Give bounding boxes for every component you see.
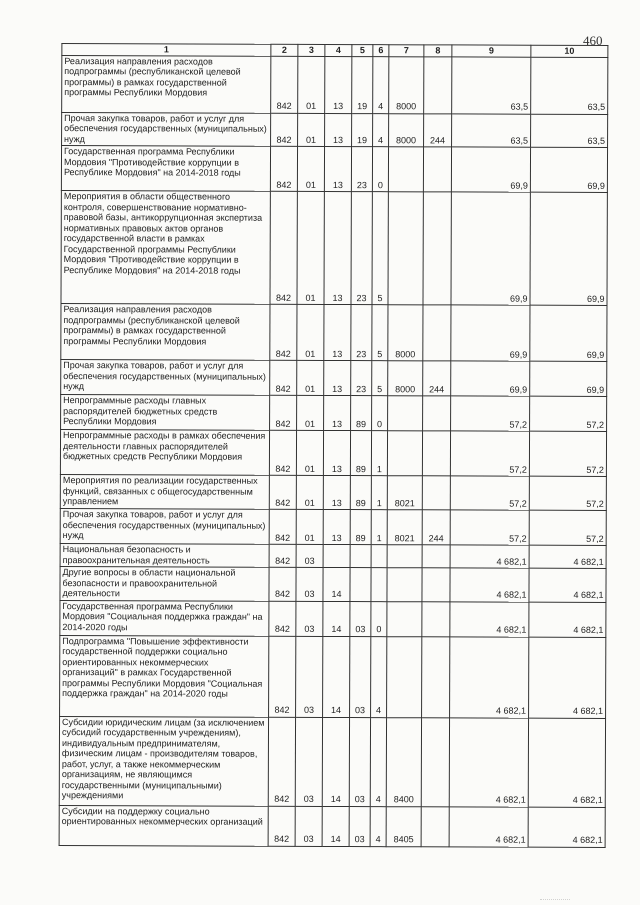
row-amount-9: 4 682,1 (450, 636, 529, 717)
row-code-5: 89 (351, 396, 372, 431)
row-amount-9: 4 682,1 (450, 601, 529, 636)
row-code-3: 03 (295, 806, 322, 846)
column-header-10: 10 (531, 45, 608, 57)
budget-table (59, 43, 609, 847)
row-code-8 (423, 396, 451, 431)
table-row (60, 635, 606, 718)
row-code-2: 842 (270, 360, 297, 395)
row-code-3: 01 (298, 113, 325, 147)
row-amount-9: 57,2 (450, 510, 529, 545)
row-code-4: 13 (325, 113, 352, 147)
row-code-8 (423, 192, 451, 305)
row-code-2: 842 (269, 601, 296, 636)
row-code-3: 03 (296, 544, 323, 567)
row-code-4: 14 (323, 601, 350, 636)
row-amount-10: 63,5 (531, 114, 608, 148)
row-code-4: 14 (323, 636, 350, 717)
row-name: Прочая закупка товаров, работ и услуг для обеспечения государственных (муниципальных) нужд (61, 360, 270, 396)
row-code-4: 13 (324, 304, 351, 360)
row-code-8: 244 (422, 510, 450, 545)
column-header-9: 9 (452, 45, 531, 57)
row-code-2: 842 (269, 509, 296, 544)
table-row (60, 509, 606, 546)
row-code-5: 89 (350, 510, 371, 545)
row-name: Мероприятия в области общественного контроля, совершенствование нормативно-правовой базы, антикоррупционная экспертиза нормативных правовых актов органов государственной власти в рамках Государственной программы Республики Мордовия "Противодействие коррупции в Республике Мордовия" на 2014-2018 годы (61, 191, 270, 305)
row-name: Реализация направления расходов подпрограммы (республиканской целевой программы) в рамках государственной программы Республики Мордовия (62, 55, 271, 113)
row-code-2: 842 (268, 806, 295, 846)
row-code-7: 8000 (388, 305, 423, 361)
table-row (62, 112, 608, 147)
row-code-2: 842 (270, 146, 297, 191)
scan-mark (540, 893, 570, 900)
row-code-7 (387, 636, 422, 717)
row-code-6: 4 (370, 806, 386, 846)
row-amount-9: 4 682,1 (449, 806, 528, 846)
row-code-3: 01 (297, 395, 324, 430)
row-code-8 (422, 431, 450, 476)
row-amount-9: 4 682,1 (450, 568, 529, 602)
row-code-5: 23 (351, 147, 372, 192)
row-code-4: 13 (324, 146, 351, 191)
column-header-4: 4 (325, 44, 352, 56)
row-code-5: 89 (350, 431, 371, 476)
row-name: Мероприятия по реализации государственных функций, связанных с общегосударственным управлением (60, 475, 269, 510)
row-name: Государственная программа Республики Мордовия "Противодействие коррупции в Республике Мордовия" на 2014-2018 годы (61, 146, 270, 192)
row-code-6: 0 (372, 147, 388, 192)
row-amount-10: 57,2 (529, 476, 606, 510)
row-code-7 (388, 396, 423, 431)
row-code-5: 19 (352, 113, 373, 147)
row-code-4: 13 (324, 191, 351, 304)
row-code-3: 01 (296, 430, 323, 475)
row-name: Государственная программа Республики Мордовия "Социальная поддержка граждан" на 2014-2020 годы (60, 600, 269, 636)
row-code-2: 842 (271, 56, 298, 113)
row-code-6: 1 (371, 431, 387, 476)
row-name: Национальная безопасность и правоохранительная деятельность (60, 544, 269, 568)
row-amount-10: 4 682,1 (528, 718, 605, 807)
row-amount-10: 69,9 (530, 305, 607, 361)
table-row (61, 395, 607, 432)
row-code-3: 01 (297, 146, 324, 191)
row-code-7: 8000 (388, 361, 423, 396)
row-code-5: 23 (351, 305, 372, 361)
row-amount-10: 4 682,1 (529, 545, 606, 568)
row-name: Подпрограмма "Повышение эффективности государственной поддержки социально ориентированных некоммерческих организаций" в рамках Государственной программы Республики Мордовия "Социальная поддержка граждан" на 2014-2020 годы (60, 635, 269, 717)
row-code-2: 842 (269, 430, 296, 475)
row-amount-10: 69,9 (530, 147, 607, 192)
row-amount-10: 4 682,1 (529, 568, 606, 602)
row-code-7 (388, 192, 423, 305)
row-amount-9: 4 682,1 (450, 545, 529, 568)
row-name: Реализация направления расходов подпрограммы (республиканской целевой программы) в рамках государственной программы Республики Мордовия (61, 304, 270, 361)
row-code-5: 23 (351, 192, 372, 305)
row-code-5 (350, 568, 371, 602)
row-name: Другие вопросы в области национальной безопасности и правоохранительной деятельности (60, 567, 269, 601)
row-amount-9: 63,5 (452, 113, 531, 147)
row-code-8: 244 (424, 113, 452, 147)
table-row (60, 430, 606, 477)
row-code-6: 4 (371, 636, 387, 717)
table-row (60, 600, 606, 637)
table-body (59, 55, 608, 847)
row-amount-10: 57,2 (529, 431, 606, 476)
row-code-2: 842 (270, 191, 297, 304)
row-name: Прочая закупка товаров, работ и услуг для обеспечения государственных (муниципальных) нужд (62, 112, 271, 146)
row-code-6: 1 (371, 510, 387, 545)
row-code-3: 01 (297, 191, 324, 304)
row-amount-10: 69,9 (530, 192, 607, 305)
row-code-7: 8400 (386, 717, 421, 806)
row-code-3: 01 (296, 509, 323, 544)
row-code-8 (423, 147, 451, 192)
row-code-6: 5 (372, 192, 388, 305)
table-row (61, 191, 607, 306)
row-code-6: 4 (370, 717, 386, 806)
row-code-2: 842 (271, 113, 298, 147)
row-code-8 (421, 717, 449, 806)
row-code-8: 244 (423, 361, 451, 396)
row-code-8 (422, 568, 450, 602)
row-code-8 (422, 476, 450, 510)
row-code-4: 13 (325, 56, 352, 113)
row-code-4: 13 (324, 360, 351, 395)
row-code-5: 89 (350, 476, 371, 510)
row-code-5: 03 (349, 717, 370, 806)
row-code-6: 4 (373, 56, 389, 113)
row-code-4: 13 (323, 475, 350, 509)
row-amount-9: 57,2 (451, 396, 530, 431)
row-amount-10: 57,2 (530, 396, 607, 431)
row-code-4: 13 (323, 509, 350, 544)
row-name: Субсидии юридическим лицам (за исключением субсидий государственным учреждениям), индивидуальным предпринимателям, физическим лицам - производителям товаров, работ, услуг, а также некоммерческим организациям, не являющимся государственными (муниципальными) учреждениями (59, 716, 268, 806)
column-header-2: 2 (271, 44, 298, 56)
row-code-2: 842 (269, 567, 296, 601)
row-amount-9: 57,2 (450, 476, 529, 510)
row-code-5: 03 (350, 636, 371, 717)
row-amount-9: 69,9 (451, 305, 530, 361)
row-amount-10: 69,9 (530, 361, 607, 396)
row-amount-9: 69,9 (451, 361, 530, 396)
row-code-2: 842 (268, 717, 295, 806)
table-row (61, 360, 607, 397)
row-amount-9: 63,5 (452, 56, 531, 113)
table-row (60, 544, 606, 569)
row-code-4: 14 (322, 717, 349, 806)
row-code-8 (421, 806, 449, 846)
row-amount-9: 69,9 (451, 147, 530, 192)
row-code-7: 8021 (387, 510, 422, 545)
row-amount-9: 69,9 (451, 192, 530, 305)
page-number: 460 (583, 33, 603, 48)
row-code-8 (422, 545, 450, 568)
row-code-4: 14 (323, 567, 350, 601)
column-header-3: 3 (298, 44, 325, 56)
row-code-6: 4 (373, 113, 389, 147)
table-row (61, 146, 607, 193)
row-amount-9: 4 682,1 (449, 717, 528, 806)
column-header-1: 1 (62, 44, 271, 56)
row-code-7 (388, 147, 423, 192)
table-row (59, 716, 605, 807)
table-row (59, 805, 605, 847)
row-code-5: 03 (350, 601, 371, 636)
row-code-5 (350, 545, 371, 568)
column-header-7: 7 (389, 45, 424, 57)
row-amount-10: 4 682,1 (528, 807, 605, 847)
row-code-2: 842 (270, 395, 297, 430)
row-code-7: 8021 (387, 476, 422, 510)
row-code-2: 842 (269, 636, 296, 717)
table-row (61, 304, 607, 362)
row-code-7 (387, 431, 422, 476)
row-code-7 (387, 568, 422, 602)
row-amount-10: 57,2 (529, 510, 606, 545)
row-code-3: 01 (296, 475, 323, 509)
row-code-3: 01 (298, 56, 325, 113)
row-code-8 (422, 601, 450, 636)
row-code-3: 03 (296, 636, 323, 717)
row-code-3: 01 (297, 304, 324, 360)
row-code-6 (371, 545, 387, 568)
row-code-2: 842 (269, 544, 296, 567)
table-row (62, 55, 608, 114)
row-code-4: 13 (323, 430, 350, 475)
table-row (60, 475, 606, 511)
row-code-6: 5 (372, 361, 388, 396)
row-code-3: 03 (296, 601, 323, 636)
column-header-6: 6 (373, 45, 389, 57)
row-code-7: 8000 (389, 56, 424, 113)
row-code-5: 23 (351, 361, 372, 396)
row-name: Прочая закупка товаров, работ и услуг для обеспечения государственных (муниципальных) нужд (60, 509, 269, 545)
row-code-6 (371, 568, 387, 602)
row-name: Субсидии на поддержку социально ориентированных некоммерческих организаций (59, 805, 268, 846)
row-code-4: 13 (324, 395, 351, 430)
row-code-6: 1 (371, 476, 387, 510)
row-code-2: 842 (270, 304, 297, 360)
row-amount-9: 57,2 (450, 431, 529, 476)
row-code-6: 5 (372, 305, 388, 361)
row-code-3: 03 (296, 567, 323, 601)
row-code-7 (387, 601, 422, 636)
row-code-6: 0 (372, 396, 388, 431)
row-code-6: 0 (371, 601, 387, 636)
row-code-8 (424, 56, 452, 113)
row-code-4: 14 (322, 806, 349, 846)
row-name: Непрограммные расходы главных распорядителей бюджетных средств Республики Мордовия (61, 395, 270, 431)
row-code-4 (323, 544, 350, 567)
table-row (60, 567, 606, 602)
column-header-5: 5 (352, 45, 373, 57)
row-code-7 (387, 545, 422, 568)
row-code-8 (423, 305, 451, 361)
row-code-7: 8405 (386, 806, 421, 846)
row-code-8 (422, 636, 450, 717)
row-code-2: 842 (269, 475, 296, 509)
row-amount-10: 63,5 (531, 57, 608, 114)
row-amount-10: 4 682,1 (529, 637, 606, 718)
row-name: Непрограммные расходы в рамках обеспечения деятельности главных распорядителей бюджетных средств Республики Мордовия (60, 430, 269, 476)
row-code-7: 8000 (389, 113, 424, 147)
row-code-3: 03 (295, 717, 322, 806)
row-code-5: 03 (349, 806, 370, 846)
column-header-8: 8 (424, 45, 452, 57)
row-code-5: 19 (352, 56, 373, 113)
row-code-3: 01 (297, 360, 324, 395)
row-amount-10: 4 682,1 (529, 602, 606, 637)
